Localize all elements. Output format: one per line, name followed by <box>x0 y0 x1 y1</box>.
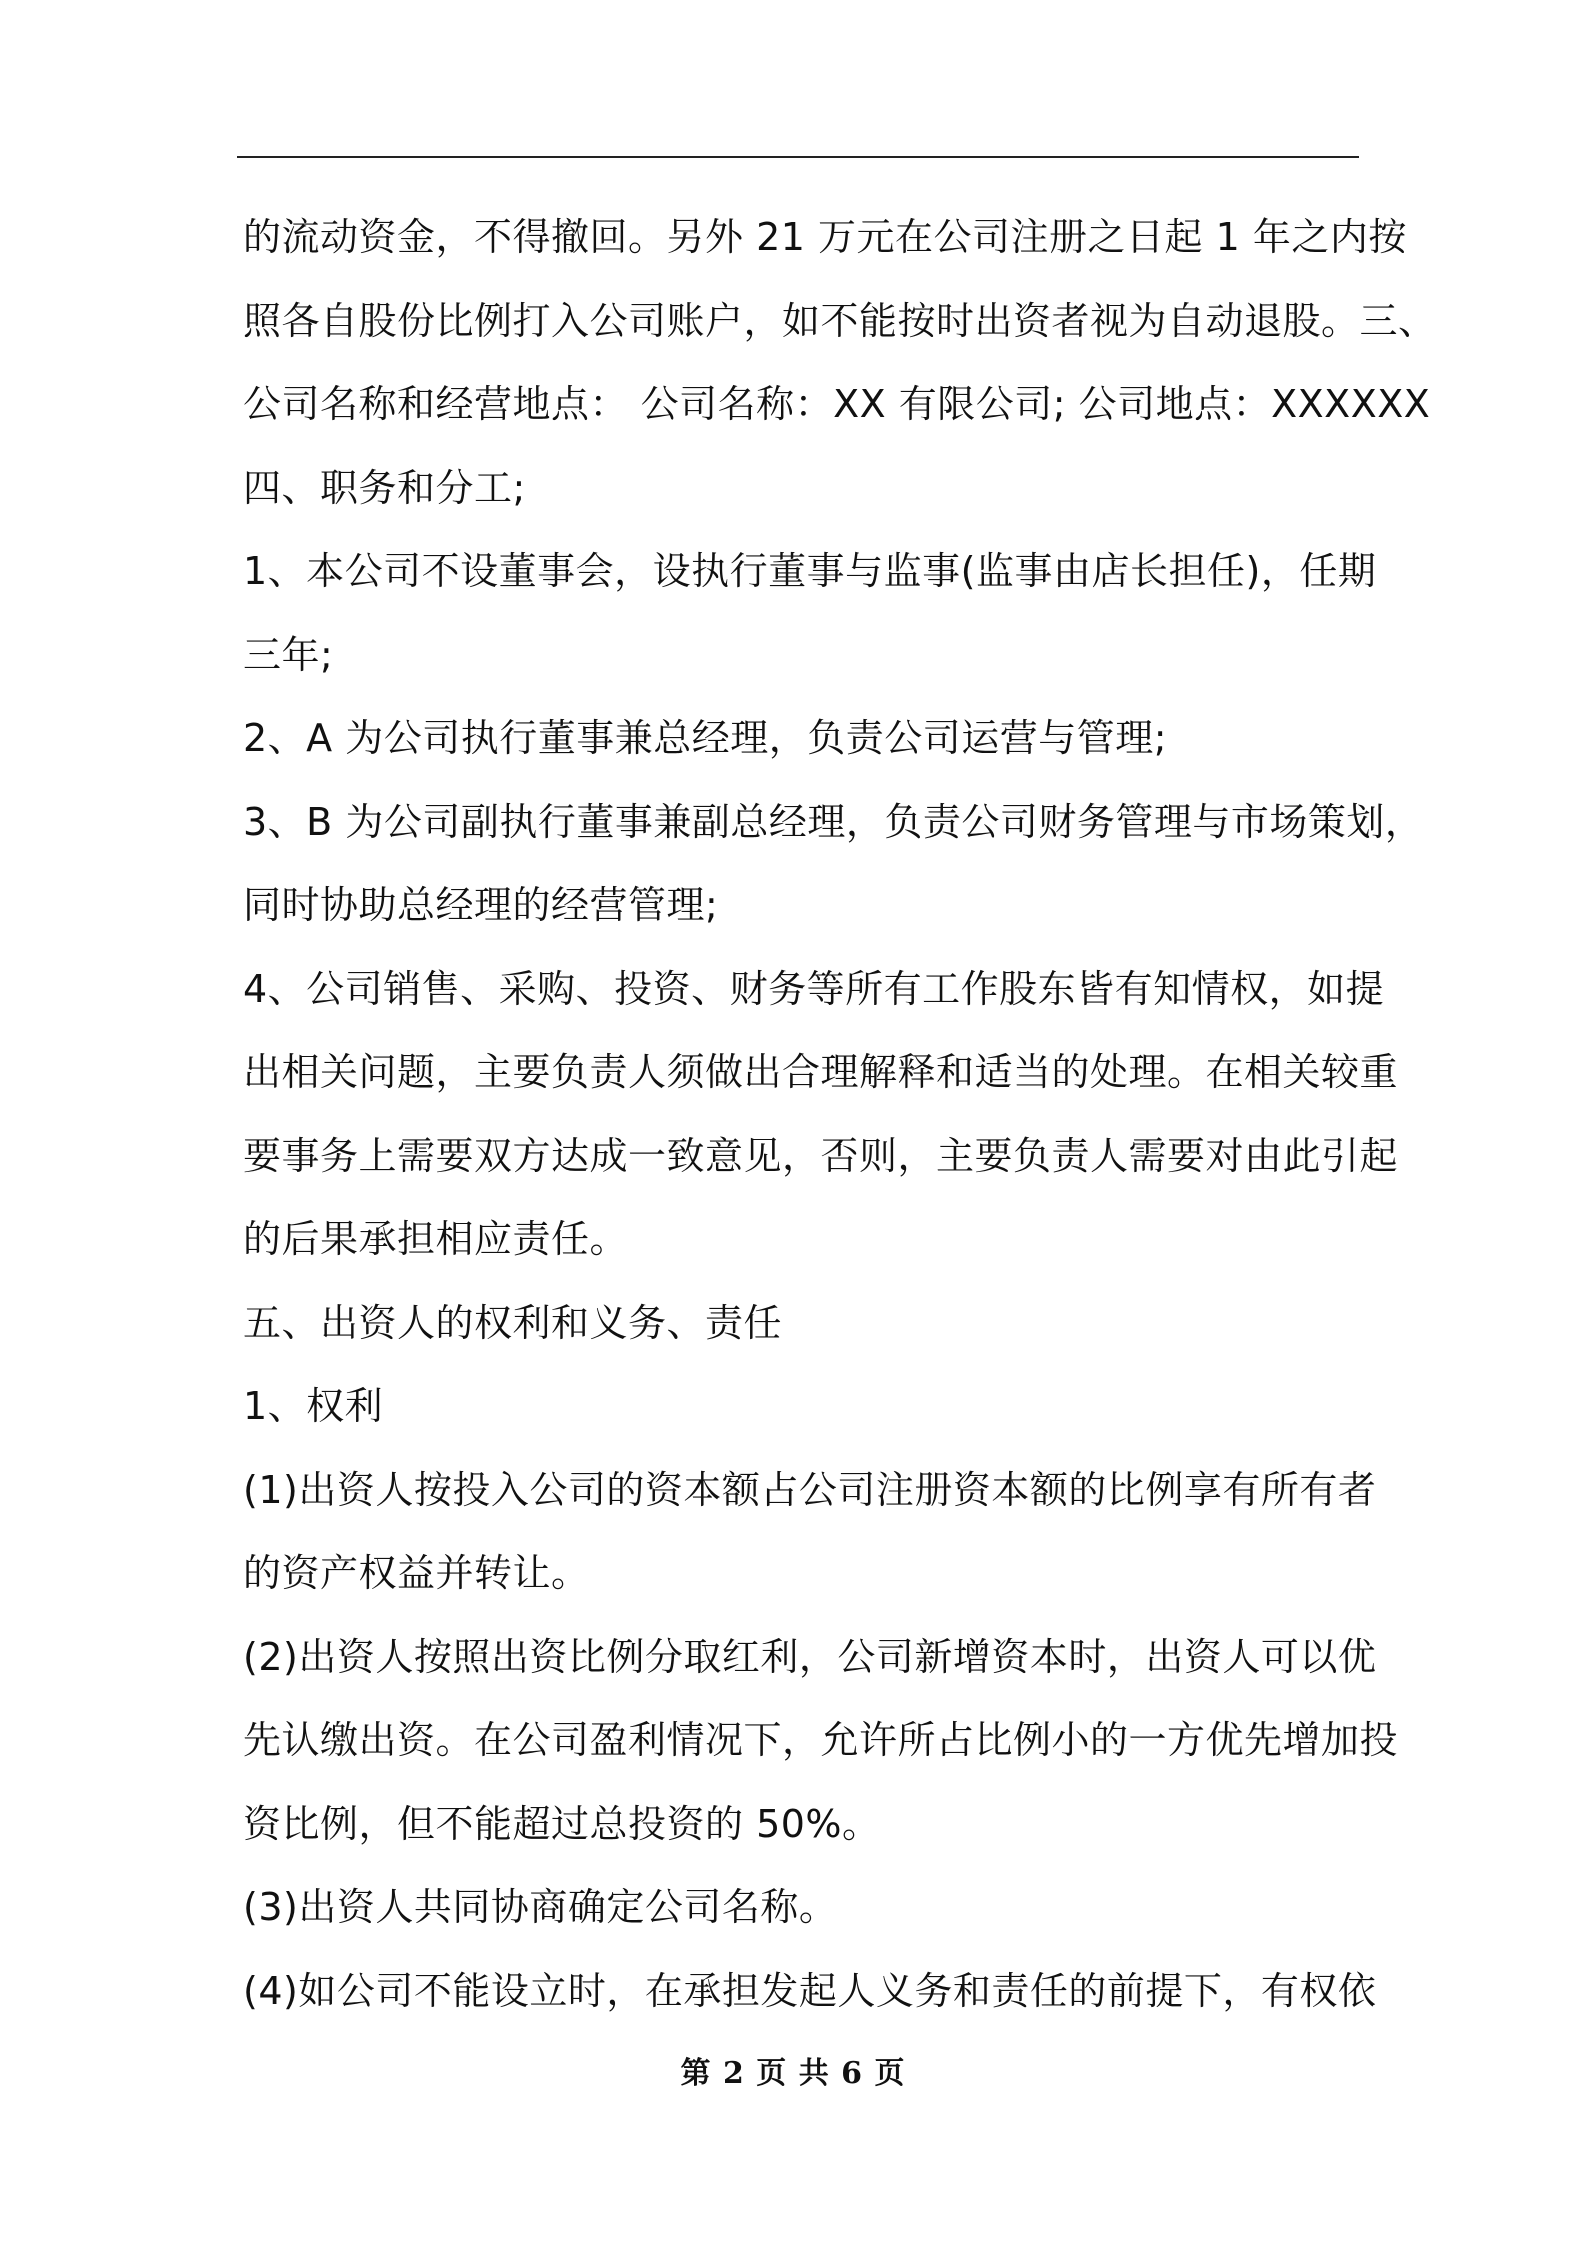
text-line: 1、本公司不设董事会，设执行董事与监事(监事由店长担任)，任期 <box>243 549 1377 593</box>
text-line: 2、A 为公司执行董事兼总经理，负责公司运营与管理; <box>243 716 1168 760</box>
text-line: 的后果承担相应责任。 <box>243 1217 629 1261</box>
text-line: 要事务上需要双方达成一致意见，否则，主要负责人需要对由此引起 <box>243 1133 1399 1178</box>
text-line: 同时协助总经理的经营管理; <box>243 883 719 927</box>
text-line: 资比例，但不能超过总投资的 50%。 <box>243 1801 881 1846</box>
page-footer: 第 2 页 共 6 页 <box>680 2056 906 2091</box>
text-line: 4、公司销售、采购、投资、财务等所有工作股东皆有知情权，如提 <box>243 966 1385 1011</box>
text-line: 出相关问题，主要负责人须做出合理解释和适当的处理。在相关较重 <box>243 1050 1399 1094</box>
text-line: (2)出资人按照出资比例分取红利，公司新增资本时，出资人可以优 <box>243 1634 1377 1679</box>
text-line: 三年; <box>243 632 334 677</box>
text-line: 先认缴出资。在公司盈利情况下，允许所占比例小的一方优先增加投 <box>243 1718 1399 1762</box>
text-line: (1)出资人按投入公司的资本额占公司注册资本额的比例享有所有者 <box>243 1467 1377 1512</box>
text-line: 的流动资金，不得撤回。另外 21 万元在公司注册之日起 1 年之内按 <box>243 215 1407 259</box>
text-line: (3)出资人共同协商确定公司名称。 <box>243 1885 838 1929</box>
header-rule <box>237 156 1359 158</box>
section-heading: 五、出资人的权利和义务、责任 <box>243 1300 783 1345</box>
text-line: (4)如公司不能设立时，在承担发起人义务和责任的前提下，有权依 <box>243 1968 1377 2013</box>
text-line: 3、B 为公司副执行董事兼副总经理，负责公司财务管理与市场策划， <box>243 799 1424 844</box>
subsection-heading: 1、权利 <box>243 1384 384 1428</box>
text-line: 照各自股份比例打入公司账户，如不能按时出资者视为自动退股。三、 <box>243 298 1437 343</box>
text-line: 四、职务和分工; <box>243 465 526 510</box>
text-line: 的资产权益并转让。 <box>243 1551 590 1595</box>
document-body <box>243 196 1437 2033</box>
text-line: 公司名称和经营地点： 公司名称：XX 有限公司; 公司地点：XXXXXX <box>243 382 1431 426</box>
